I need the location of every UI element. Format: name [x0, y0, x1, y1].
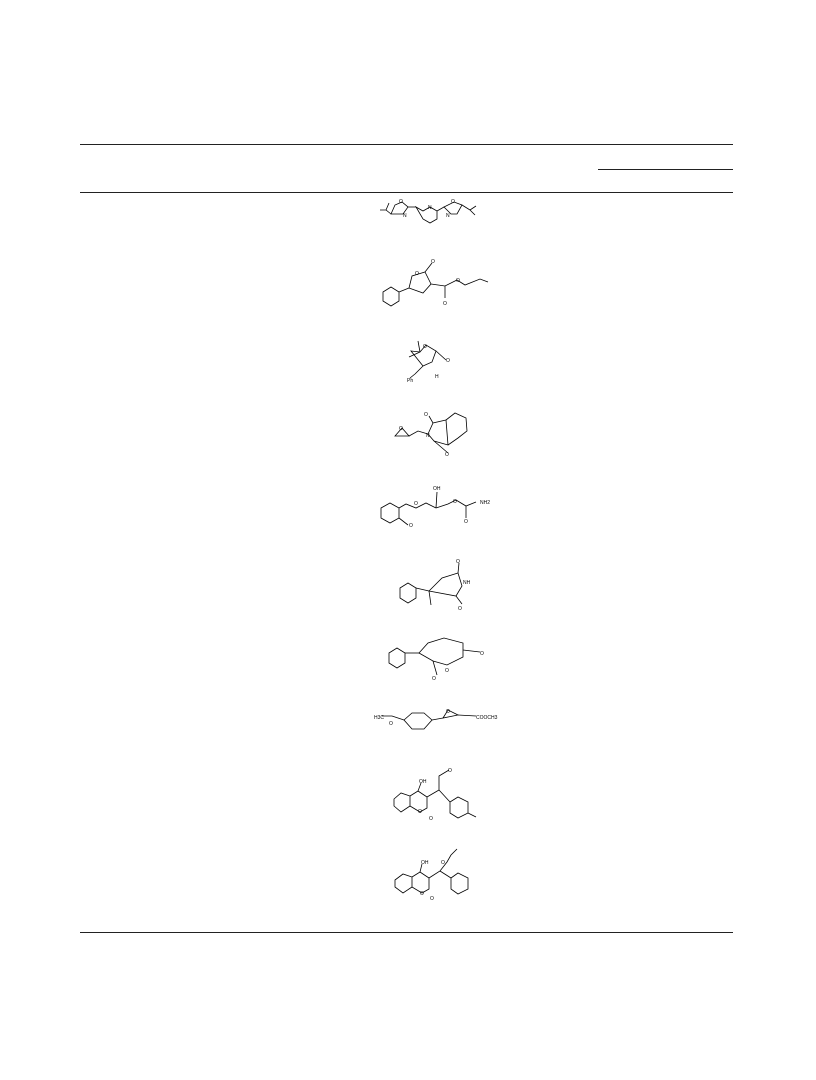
svg-text:O: O — [443, 301, 447, 307]
svg-text:O: O — [429, 816, 433, 822]
svg-text:O: O — [458, 606, 462, 612]
svg-text:O: O — [456, 559, 460, 565]
svg-text:O: O — [431, 259, 435, 265]
svg-text:N: N — [403, 213, 407, 219]
svg-text:O: O — [445, 668, 449, 674]
svg-text:O: O — [399, 199, 403, 205]
svg-text:O: O — [441, 860, 445, 866]
warfarin-icon — [0, 845, 816, 907]
svg-text:O: O — [456, 278, 460, 284]
svg-text:O: O — [446, 358, 450, 364]
methoxyphenyl-glycidate-icon — [0, 702, 816, 748]
table-header-rule — [80, 192, 733, 193]
svg-text:O: O — [448, 768, 452, 774]
svg-text:O: O — [409, 523, 413, 529]
phenyl-butyrolactone-ester-icon — [0, 258, 816, 313]
svg-text:O: O — [420, 891, 424, 897]
methocarbamol-icon — [0, 482, 816, 538]
svg-text:H: H — [435, 374, 439, 380]
svg-text:O: O — [453, 499, 457, 505]
svg-text:OH: OH — [421, 860, 429, 866]
phenyl-succinimide-icon — [0, 555, 816, 613]
svg-text:O: O — [418, 809, 422, 815]
svg-text:O: O — [399, 426, 403, 432]
svg-text:OH: OH — [433, 486, 441, 492]
svg-text:O: O — [424, 412, 428, 418]
svg-text:NH: NH — [463, 580, 471, 586]
svg-text:O: O — [451, 199, 455, 205]
svg-text:O: O — [389, 721, 393, 727]
svg-text:O: O — [446, 709, 450, 715]
phenyl-glutaric-anhydride-icon — [0, 633, 816, 685]
svg-text:NH2: NH2 — [480, 500, 491, 506]
svg-text:O: O — [415, 271, 419, 277]
table-bottom-rule — [80, 932, 733, 933]
pybox-bisoxazoline-icon — [0, 195, 816, 235]
svg-text:N: N — [426, 433, 430, 439]
svg-text:O: O — [464, 519, 468, 525]
svg-text:O: O — [423, 344, 427, 350]
svg-text:COOCH3: COOCH3 — [476, 715, 498, 721]
svg-text:O: O — [430, 896, 434, 902]
svg-text:H3C: H3C — [374, 715, 385, 721]
svg-text:OH: OH — [419, 779, 427, 785]
column-group-rule — [598, 169, 733, 170]
svg-text:Ph: Ph — [407, 378, 414, 384]
svg-text:N: N — [446, 213, 450, 219]
svg-text:O: O — [445, 452, 449, 458]
svg-text:O: O — [414, 501, 418, 507]
table-top-rule — [80, 144, 733, 145]
svg-text:O: O — [432, 676, 436, 682]
dimethyl-oxazolidinone-icon — [0, 336, 816, 386]
svg-text:N: N — [428, 205, 432, 211]
svg-text:O: O — [480, 651, 484, 657]
glycidyl-phthalimide-icon — [0, 405, 816, 460]
warfarin-analog-icon — [0, 768, 816, 828]
